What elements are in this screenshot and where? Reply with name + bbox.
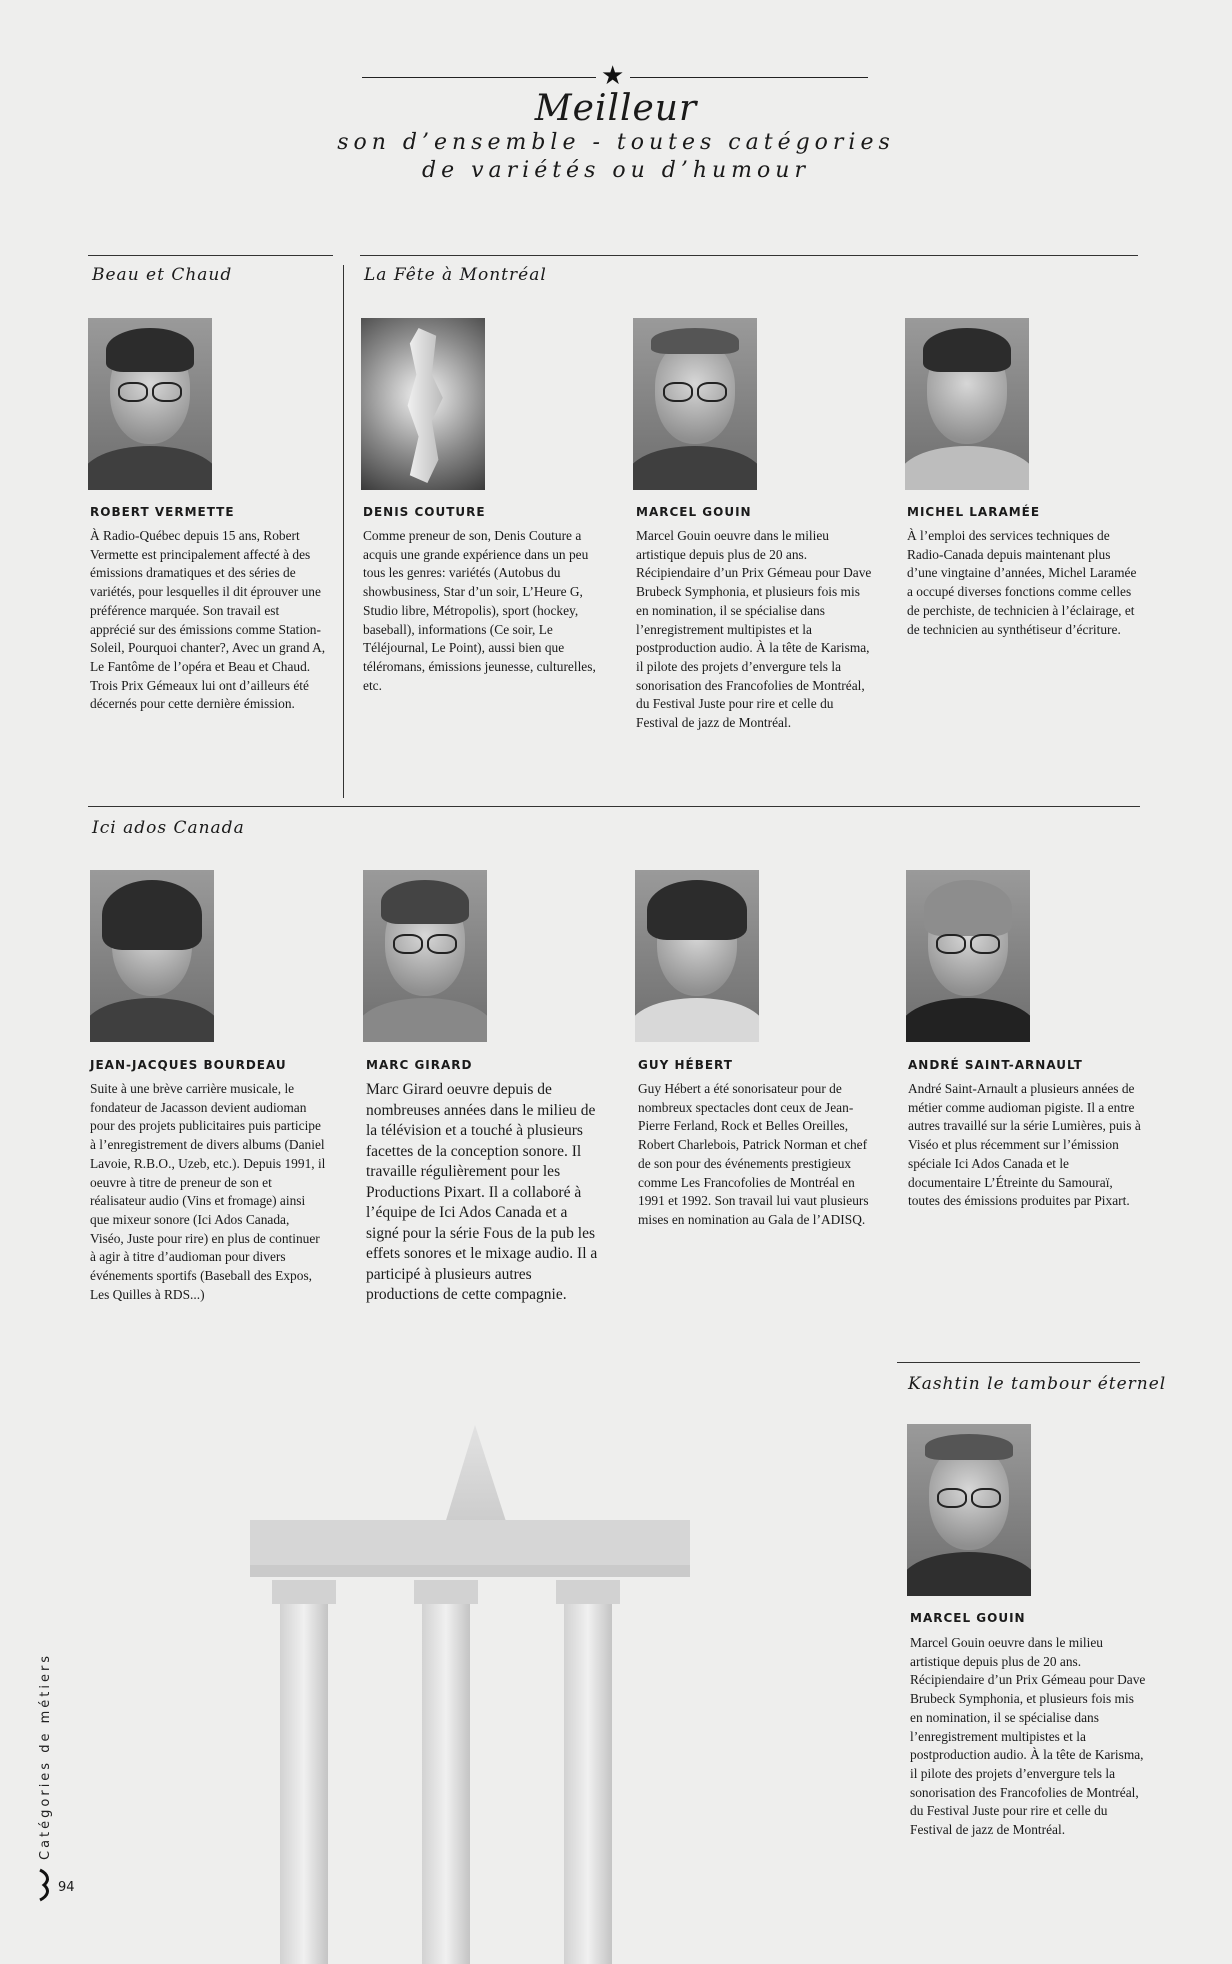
person-name: ROBERT VERMETTE [90, 505, 235, 519]
portrait-photo [90, 870, 214, 1042]
page-number: 94 [58, 1880, 75, 1895]
person-name: JEAN-JACQUES BOURDEAU [90, 1058, 287, 1072]
portrait-photo [635, 870, 759, 1042]
header-rule-right [630, 77, 868, 78]
section-title: Ici ados Canada [92, 818, 245, 838]
person-name: ANDRÉ SAINT-ARNAULT [908, 1058, 1083, 1072]
star-icon: ★ [601, 61, 625, 90]
portrait-photo [906, 870, 1030, 1042]
trophy-photo [361, 318, 485, 490]
person-name: MICHEL LARAMÉE [907, 505, 1041, 519]
page-subtitle-line1: son d’ensemble - toutes catégories [337, 130, 895, 155]
person-name: MARCEL GOUIN [636, 505, 752, 519]
person-bio: Comme preneur de son, Denis Couture a acquis une grande expérience dans un peu tous les genres: variétés (Autobus du showbusiness, Star d’un soir, L’Heure G, Studio libre, Métropolis), sport (hockey, baseball), informations (Ce soir, Le Téléjournal, Le Point), aussi bien que téléromans, émissions jeunesse, culturelles, etc. [363, 528, 596, 693]
person-name: MARCEL GOUIN [910, 1611, 1026, 1625]
person-bio: À l’emploi des services techniques de Radio-Canada depuis maintenant plus d’une vingtaine d’années, Michel Laramée a occupé diverses fonctions comme celles de perchiste, de technicien à l’éclairage, et de technicien au synthétiseur d’écriture. [907, 528, 1137, 637]
section-rule [88, 806, 1140, 807]
section-rule [897, 1362, 1140, 1363]
person-bio: Marc Girard oeuvre depuis de nombreuses années dans le milieu de la télévision et a touché à plusieurs facettes de la conception sonore. Il travaille régulièrement pour les Productions Pixart. Il a collaboré à l’équipe de Ici Ados Canada et a signé pour la série Fous de la pub les effets sonores et le mixage audio. Il a participé à plusieurs autres productions de cette compagnie. [366, 1081, 598, 1303]
person-bio: Guy Hébert a été sonorisateur pour de nombreux spectacles dont ceux de Jean-Pierre Ferland, Rock et Belles Oreilles, Robert Charlebois, Patrick Norman et chef de son pour des événements prestigieux comme Les Francofolies de Montréal en 1991 et 1992. Son travail lui vaut plusieurs mises en nomination au Gala de l’ADISQ. [638, 1081, 869, 1227]
temple-illustration [240, 1420, 710, 1964]
section-rule [360, 255, 1138, 256]
section-title: La Fête à Montréal [364, 265, 547, 285]
portrait-photo [905, 318, 1029, 490]
portrait-photo [907, 1424, 1031, 1596]
bracket-icon [38, 1868, 52, 1902]
person-bio: À Radio-Québec depuis 15 ans, Robert Vermette est principalement affecté à des émissions dramatiques et des séries de variétés, pour lesquelles il dit éprouver une préférence marquée. Son travail est apprécié sur des émissions comme Station-Soleil, Pourquoi chanter?, Avec un grand A, Le Fantôme de l’opéra et Beau et Chaud. Trois Prix Gémeaux lui ont d’ailleurs été décernés pour cette dernière émission. [90, 528, 326, 712]
section-rule [88, 255, 333, 256]
section-title: Kashtin le tambour éternel [908, 1374, 1167, 1394]
column-divider [343, 265, 344, 798]
person-bio: Marcel Gouin oeuvre dans le milieu artistique depuis plus de 20 ans. Récipiendaire d’un Prix Gémeau pour Dave Brubeck Symphonia, et plusieurs fois mis en nomination, il se spécialise dans l’enregistrement multipistes et la postproduction audio. À la tête de Karisma, il pilote des projets d’envergure tels la sonorisation des Francofolies de Montréal, du Festival Juste pour rire et celle du Festival de jazz de Montréal. [636, 528, 872, 731]
portrait-photo [363, 870, 487, 1042]
portrait-photo [633, 318, 757, 490]
person-bio: Marcel Gouin oeuvre dans le milieu artistique depuis plus de 20 ans. Récipiendaire d’un Prix Gémeau pour Dave Brubeck Symphonia, et plusieurs fois mis en nomination, il se spécialise dans l’enregistrement multipistes et la postproduction audio. À la tête de Karisma, il pilote des projets d’envergure tels la sonorisation des Francofolies de Montréal, du Festival Juste pour rire et celle du Festival de jazz de Montréal. [910, 1635, 1146, 1838]
page-subtitle-line2: de variétés ou d’humour [422, 158, 810, 183]
header-rule-left [362, 77, 596, 78]
person-bio: Suite à une brève carrière musicale, le fondateur de Jacasson devient audioman pour des projets publicitaires puis participe à l’enregistrement de divers albums (Daniel Lavoie, R.B.O., Uzeb, etc.). Depuis 1991, il oeuvre à titre de preneur de son et réalisateur audio (Vins et fromage) ainsi que mixeur sonore (Ici Ados Canada, Viséo, Juste pour rire) en plus de continuer à agir à titre d’audioman pour divers événements sportifs (Baseball des Expos, Les Quilles à RDS...) [90, 1081, 326, 1302]
section-title: Beau et Chaud [92, 265, 233, 285]
person-name: MARC GIRARD [366, 1058, 473, 1072]
side-category-label: Catégories de métiers [38, 1652, 53, 1860]
page-title: Meilleur [534, 88, 698, 129]
person-name: GUY HÉBERT [638, 1058, 733, 1072]
person-bio: André Saint-Arnault a plusieurs années de métier comme audioman pigiste. Il a entre autres travaillé sur la série Lumières, puis à Viséo et plus récemment sur l’émission spéciale Ici Ados Canada et le documentaire L’Étreinte du Samouraï, toutes des émissions produites par Pixart. [908, 1081, 1141, 1209]
portrait-photo [88, 318, 212, 490]
person-name: DENIS COUTURE [363, 505, 486, 519]
